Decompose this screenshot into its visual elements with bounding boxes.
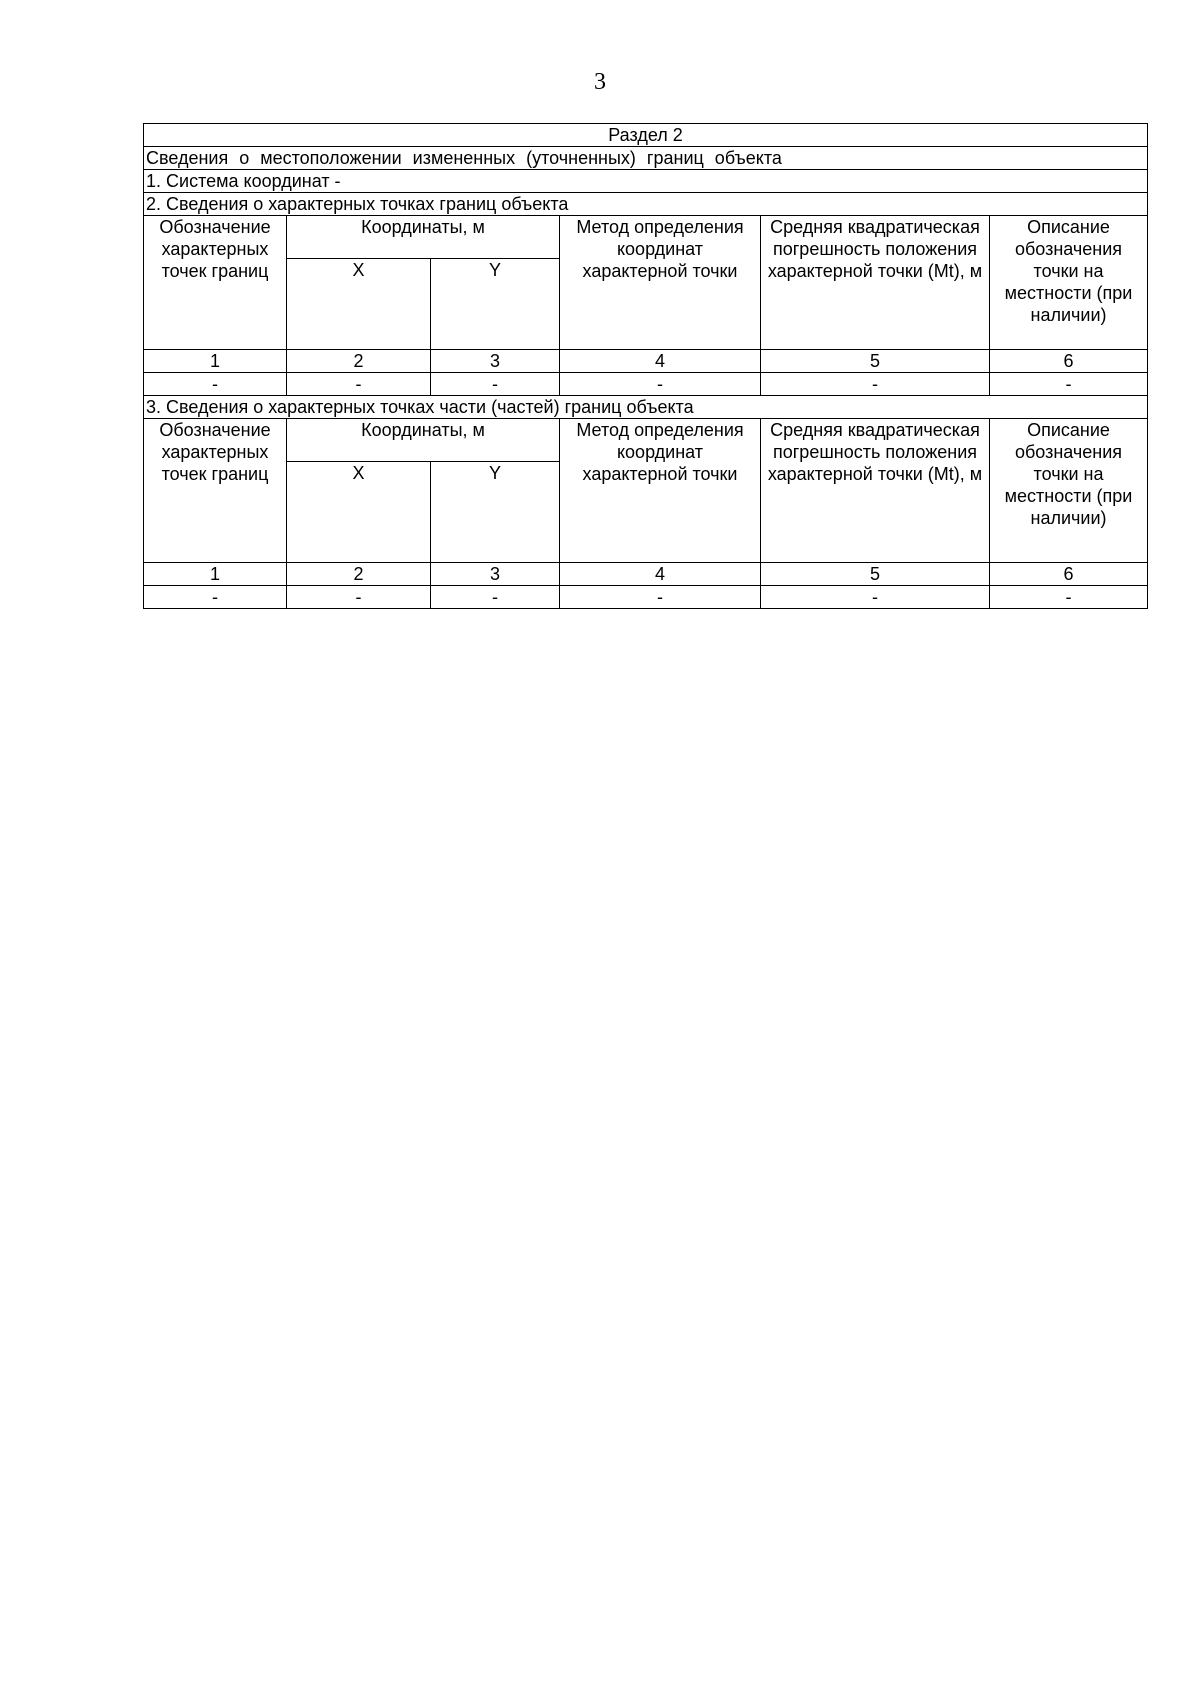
- table-cell: -: [990, 586, 1148, 609]
- column-number: 3: [431, 350, 560, 373]
- table-cell: -: [990, 373, 1148, 396]
- table-cell: -: [560, 586, 761, 609]
- table-cell: -: [761, 586, 990, 609]
- header-y: Y: [431, 259, 560, 350]
- section-title: Раздел 2: [144, 124, 1148, 147]
- header-x: X: [287, 462, 431, 563]
- column-numbers-row: [144, 563, 1148, 586]
- column-number: 1: [144, 350, 287, 373]
- table-cell: -: [431, 373, 560, 396]
- header-coordinates: Координаты, м: [287, 216, 560, 259]
- part2-title: 2. Сведения о характерных точках границ объекта: [144, 193, 1148, 216]
- table-cell: -: [287, 373, 431, 396]
- header-method: Метод определения координат характерной точки: [560, 216, 761, 350]
- table-cell: -: [287, 586, 431, 609]
- table-row: [144, 586, 1148, 609]
- column-number: 2: [287, 563, 431, 586]
- column-number: 6: [990, 563, 1148, 586]
- header-description: Описание обозначения точки на местности (при наличии): [990, 216, 1148, 350]
- table-cell: -: [431, 586, 560, 609]
- column-number: 1: [144, 563, 287, 586]
- column-number: 2: [287, 350, 431, 373]
- column-number: 5: [761, 563, 990, 586]
- table-row: [144, 373, 1148, 396]
- table-cell: -: [761, 373, 990, 396]
- page-number: 3: [594, 69, 606, 95]
- header-y: Y: [431, 462, 560, 563]
- column-number: 6: [990, 350, 1148, 373]
- column-number: 4: [560, 350, 761, 373]
- section-subtitle: Сведения о местоположении измененных (уточненных) границ объекта: [144, 147, 1148, 170]
- part3-title: 3. Сведения о характерных точках части (частей) границ объекта: [144, 396, 1148, 419]
- header-description: Описание обозначения точки на местности (при наличии): [990, 419, 1148, 563]
- column-number: 3: [431, 563, 560, 586]
- coordinate-system: 1. Система координат -: [144, 170, 1148, 193]
- header-x: X: [287, 259, 431, 350]
- header-point-designation: Обозначение характерных точек границ: [144, 216, 287, 350]
- header-coordinates: Координаты, м: [287, 419, 560, 462]
- header-mean-error: Средняя квадратическая погрешность положения характерной точки (Mt), м: [761, 419, 990, 563]
- table-cell: -: [144, 373, 287, 396]
- column-number: 4: [560, 563, 761, 586]
- header-mean-error: Средняя квадратическая погрешность положения характерной точки (Mt), м: [761, 216, 990, 350]
- header-method: Метод определения координат характерной точки: [560, 419, 761, 563]
- header-point-designation: Обозначение характерных точек границ: [144, 419, 287, 563]
- column-number: 5: [761, 350, 990, 373]
- table-cell: -: [144, 586, 287, 609]
- column-numbers-row: [144, 350, 1148, 373]
- table-cell: -: [560, 373, 761, 396]
- section-2-table: [143, 123, 1148, 609]
